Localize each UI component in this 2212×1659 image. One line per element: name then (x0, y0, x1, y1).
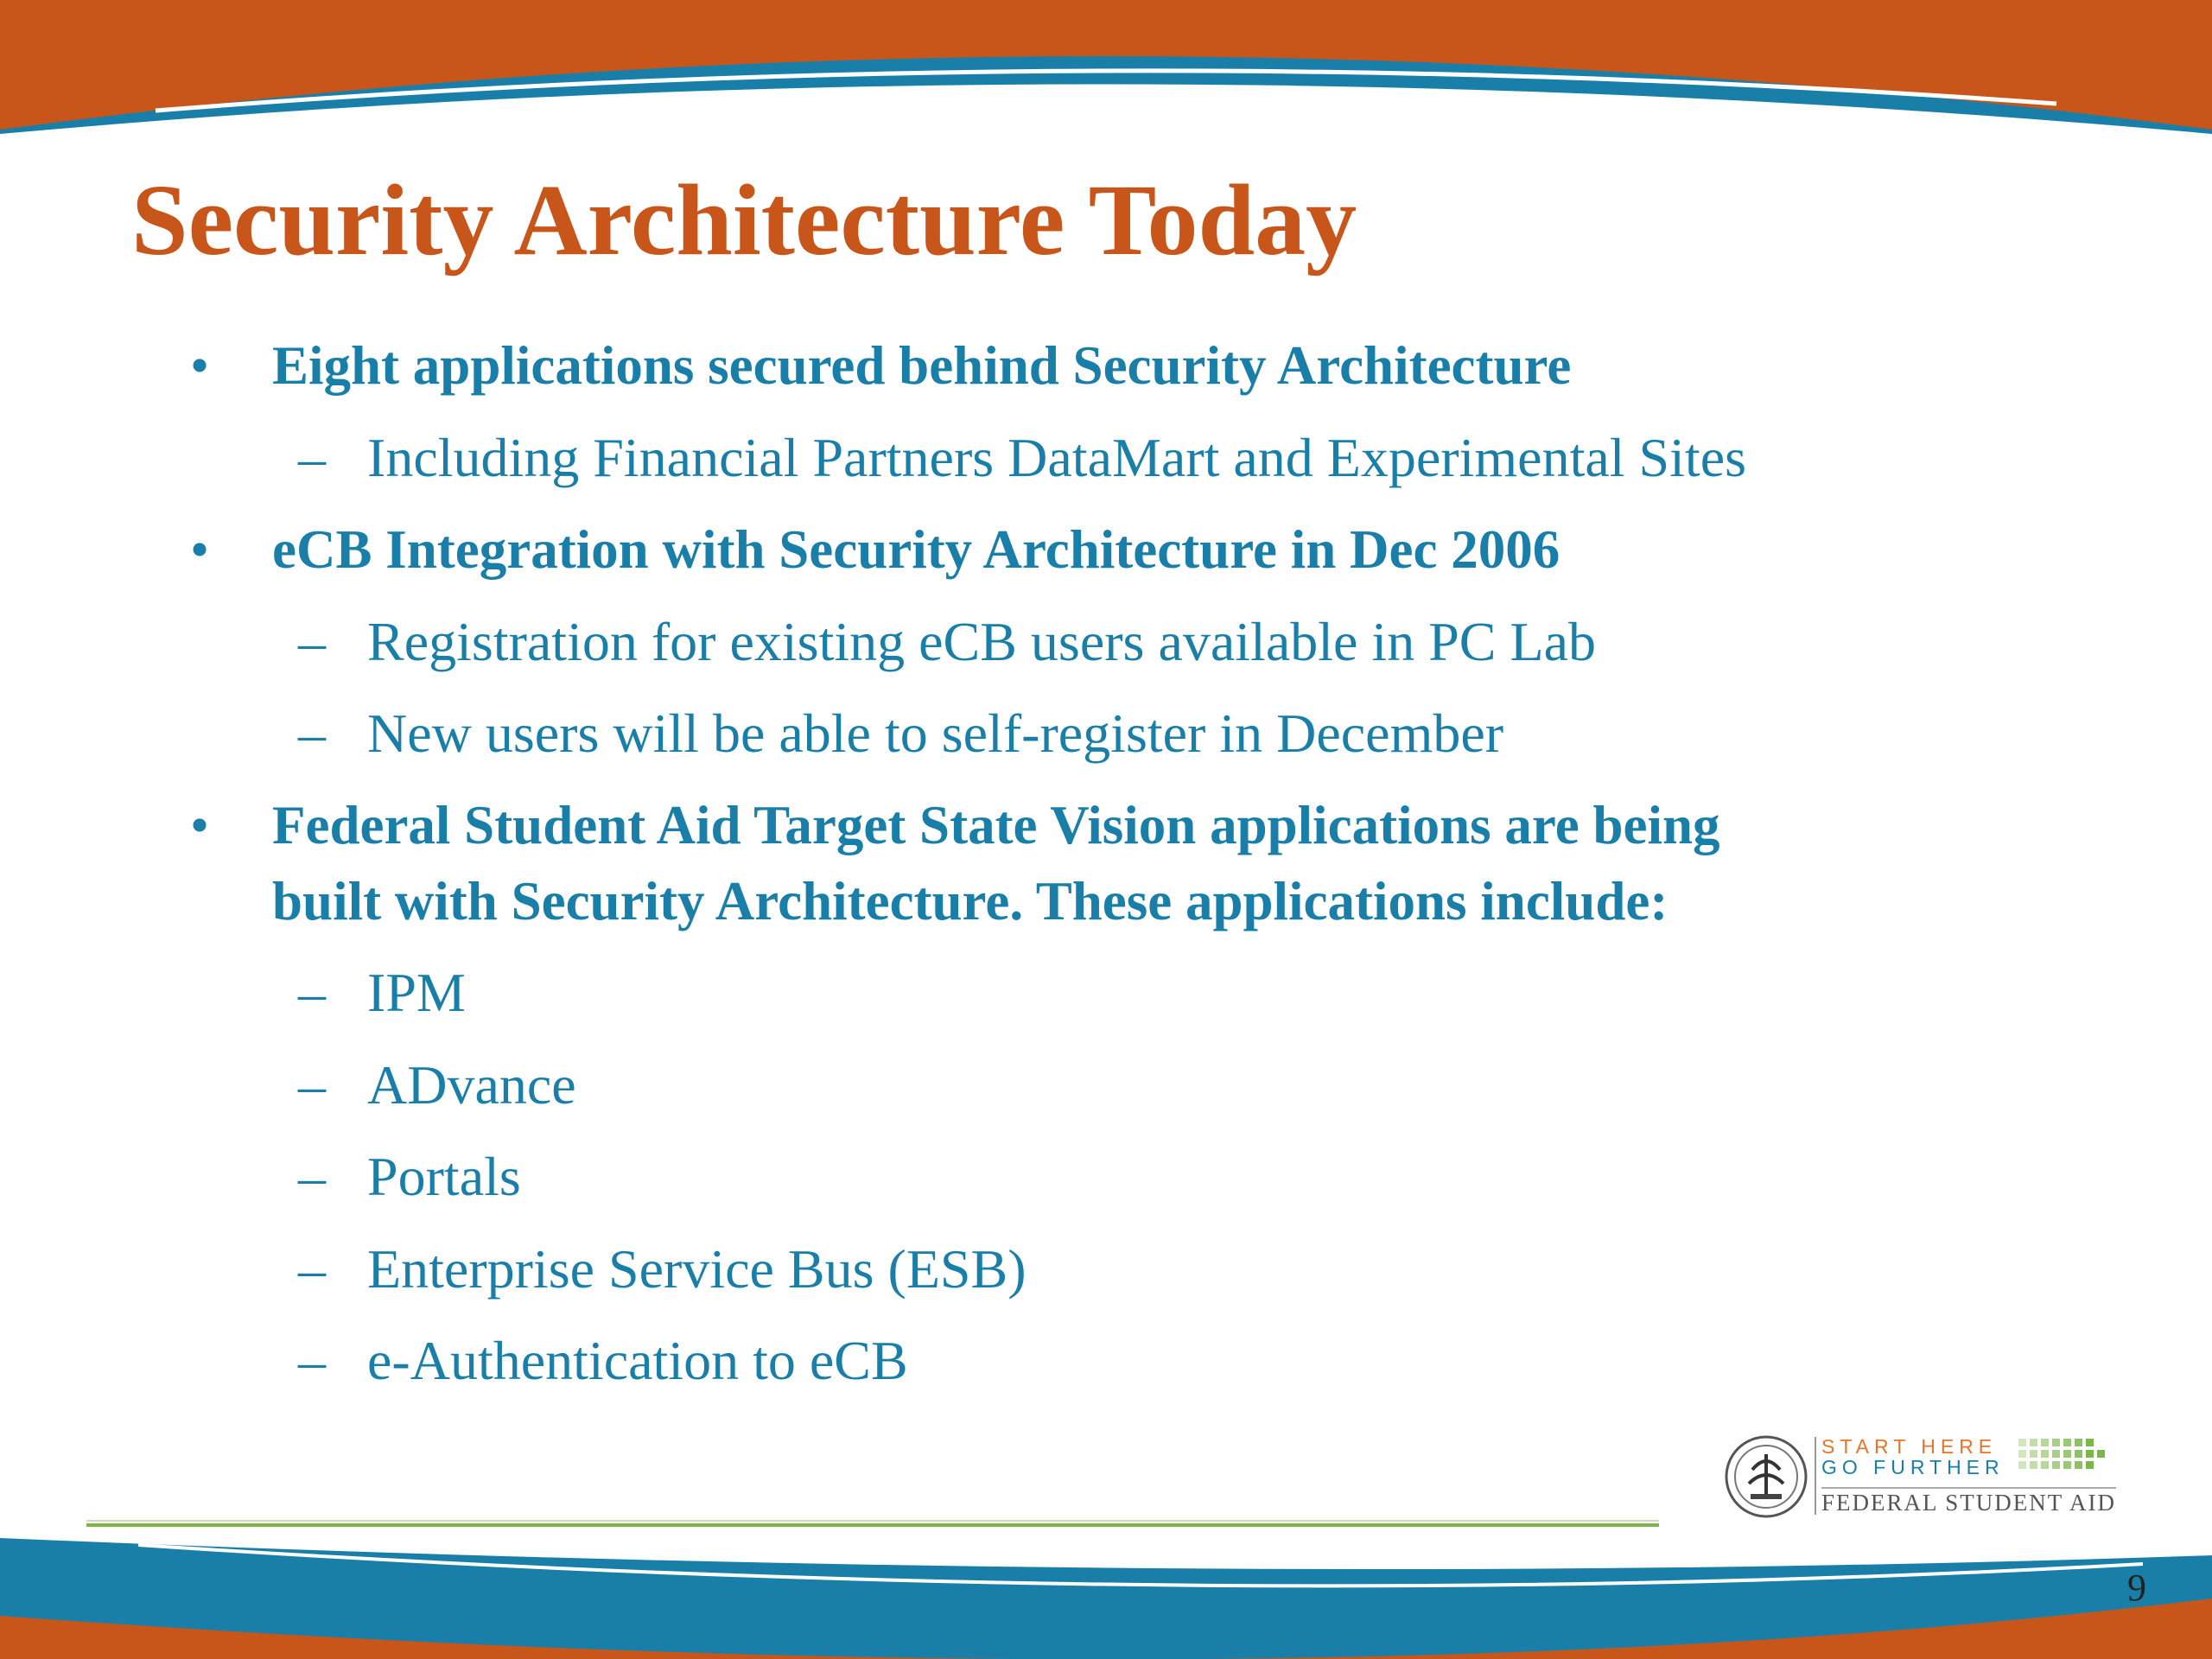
sub-bullet-text: Registration for existing eCB users available in PC Lab (367, 611, 1596, 672)
bullet-text: built with Security Architecture. These applications include: (272, 871, 1669, 931)
bullet-text: Eight applications secured behind Security Architecture (272, 335, 1572, 396)
dash-marker: – (298, 1054, 326, 1116)
top-decorative-band (0, 0, 2212, 138)
slide-title: Security Architecture Today (131, 163, 1357, 276)
bullet-marker: • (190, 335, 210, 396)
dash-marker: – (298, 1238, 326, 1300)
dash-marker: – (298, 962, 326, 1023)
logo-tagline-go-further: GO FURTHER (1821, 1456, 2005, 1478)
page-number: 9 (2127, 1567, 2146, 1609)
sub-bullet-text: Including Financial Partners DataMart and Experimental Sites (367, 427, 1746, 488)
dash-marker: – (298, 1330, 326, 1391)
logo-tagline-start-here: START HERE (1821, 1435, 1998, 1458)
sub-bullet-text: Enterprise Service Bus (ESB) (367, 1238, 1027, 1300)
dash-marker: – (298, 702, 326, 764)
bullet-marker: • (190, 795, 210, 855)
sub-bullet-text: ADvance (367, 1054, 576, 1116)
department-seal-icon (1725, 1435, 1808, 1518)
logo-agency-name: FEDERAL STUDENT AID (1821, 1487, 2116, 1515)
logo-divider (1815, 1437, 1816, 1515)
bullet-text: eCB Integration with Security Architecture in Dec 2006 (272, 519, 1560, 580)
sub-bullet-text: IPM (367, 962, 466, 1023)
logo-dot-grid-icon (2018, 1437, 2131, 1478)
dash-marker: – (298, 427, 326, 488)
dash-marker: – (298, 611, 326, 672)
sub-bullet-text: Portals (367, 1146, 521, 1207)
bullet-text: Federal Student Aid Target State Vision applications are being (272, 795, 1720, 855)
federal-student-aid-logo (1725, 1430, 2148, 1521)
sub-bullet-text: e-Authentication to eCB (367, 1330, 908, 1391)
dash-marker: – (298, 1146, 326, 1207)
sub-bullet-text: New users will be able to self-register in December (367, 702, 1504, 764)
bottom-decorative-band (0, 1512, 2212, 1659)
bullet-marker: • (190, 519, 210, 580)
